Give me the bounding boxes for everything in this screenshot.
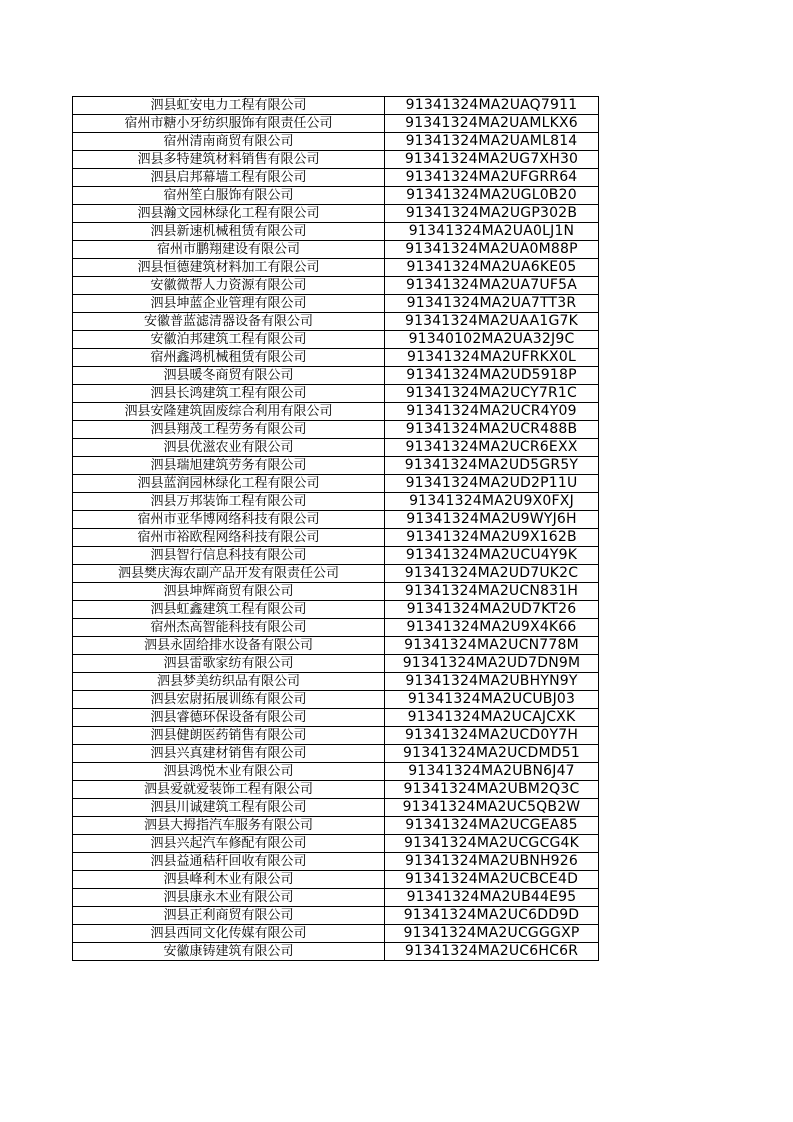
table-row bbox=[73, 529, 599, 547]
company-name-cell: 泗县新速机械租赁有限公司 bbox=[73, 223, 385, 241]
table-row bbox=[73, 637, 599, 655]
company-name-cell: 安徽康铸建筑有限公司 bbox=[73, 943, 385, 961]
table-row bbox=[73, 853, 599, 871]
table-row bbox=[73, 457, 599, 475]
table-row bbox=[73, 691, 599, 709]
table-row bbox=[73, 943, 599, 961]
company-name-cell: 泗县正利商贸有限公司 bbox=[73, 907, 385, 925]
company-name-cell: 宿州市裕欧程网络科技有限公司 bbox=[73, 529, 385, 547]
company-name-cell: 泗县永固给排水设备有限公司 bbox=[73, 637, 385, 655]
credit-code-cell: 91341324MA2UCN831H bbox=[385, 583, 599, 601]
company-name-cell: 安徽泊邦建筑工程有限公司 bbox=[73, 331, 385, 349]
credit-code-cell: 91341324MA2U9X4K66 bbox=[385, 619, 599, 637]
table-row bbox=[73, 871, 599, 889]
credit-code-cell: 91341324MA2UCN778M bbox=[385, 637, 599, 655]
table-row bbox=[73, 475, 599, 493]
credit-code-cell: 91341324MA2UCUBJ03 bbox=[385, 691, 599, 709]
credit-code-cell: 91341324MA2UCR488B bbox=[385, 421, 599, 439]
company-name-cell: 泗县川诚建筑工程有限公司 bbox=[73, 799, 385, 817]
credit-code-cell: 91341324MA2UFGRR64 bbox=[385, 169, 599, 187]
table-row bbox=[73, 547, 599, 565]
credit-code-cell: 91341324MA2UD7DN9M bbox=[385, 655, 599, 673]
table-row bbox=[73, 151, 599, 169]
credit-code-cell: 91341324MA2U9X162B bbox=[385, 529, 599, 547]
company-name-cell: 泗县宏尉拓展训练有限公司 bbox=[73, 691, 385, 709]
company-name-cell: 泗县坤蓝企业管理有限公司 bbox=[73, 295, 385, 313]
table-row bbox=[73, 97, 599, 115]
credit-code-cell: 91340102MA2UA32J9C bbox=[385, 331, 599, 349]
company-name-cell: 宿州鑫鸿机械租赁有限公司 bbox=[73, 349, 385, 367]
credit-code-cell: 91341324MA2UD5GR5Y bbox=[385, 457, 599, 475]
credit-code-cell: 91341324MA2UCAJCXK bbox=[385, 709, 599, 727]
company-name-cell: 泗县兴真建材销售有限公司 bbox=[73, 745, 385, 763]
company-name-cell: 泗县安隆建筑固废综合利用有限公司 bbox=[73, 403, 385, 421]
credit-code-cell: 91341324MA2UB44E95 bbox=[385, 889, 599, 907]
company-name-cell: 泗县长鸿建筑工程有限公司 bbox=[73, 385, 385, 403]
table-row bbox=[73, 205, 599, 223]
company-name-cell: 宿州市亚华博网络科技有限公司 bbox=[73, 511, 385, 529]
credit-code-cell: 91341324MA2UA6KE05 bbox=[385, 259, 599, 277]
table-row bbox=[73, 781, 599, 799]
company-name-cell: 泗县西同文化传媒有限公司 bbox=[73, 925, 385, 943]
company-name-cell: 泗县虹鑫建筑工程有限公司 bbox=[73, 601, 385, 619]
company-name-cell: 宿州杰高智能科技有限公司 bbox=[73, 619, 385, 637]
table-row bbox=[73, 169, 599, 187]
company-name-cell: 泗县鸿悦木业有限公司 bbox=[73, 763, 385, 781]
company-name-cell: 宿州笙白服饰有限公司 bbox=[73, 187, 385, 205]
table-row bbox=[73, 835, 599, 853]
table-row bbox=[73, 745, 599, 763]
company-name-cell: 泗县蓝润园林绿化工程有限公司 bbox=[73, 475, 385, 493]
company-registry-table bbox=[72, 96, 599, 961]
company-name-cell: 泗县翔茂工程劳务有限公司 bbox=[73, 421, 385, 439]
company-name-cell: 泗县暖冬商贸有限公司 bbox=[73, 367, 385, 385]
table-row bbox=[73, 763, 599, 781]
credit-code-cell: 91341324MA2UCD0Y7H bbox=[385, 727, 599, 745]
table-row bbox=[73, 187, 599, 205]
credit-code-cell: 91341324MA2UAQ7911 bbox=[385, 97, 599, 115]
table-row bbox=[73, 223, 599, 241]
credit-code-cell: 91341324MA2U9WYJ6H bbox=[385, 511, 599, 529]
table-row bbox=[73, 493, 599, 511]
table-row bbox=[73, 601, 599, 619]
company-name-cell: 泗县坤辉商贸有限公司 bbox=[73, 583, 385, 601]
table-row bbox=[73, 925, 599, 943]
registry-table-body bbox=[73, 97, 599, 961]
company-name-cell: 泗县瀚文园林绿化工程有限公司 bbox=[73, 205, 385, 223]
credit-code-cell: 91341324MA2UD7UK2C bbox=[385, 565, 599, 583]
table-row bbox=[73, 817, 599, 835]
table-row bbox=[73, 619, 599, 637]
table-row bbox=[73, 673, 599, 691]
credit-code-cell: 91341324MA2UCDMD51 bbox=[385, 745, 599, 763]
credit-code-cell: 91341324MA2UCY7R1C bbox=[385, 385, 599, 403]
table-row bbox=[73, 115, 599, 133]
table-row bbox=[73, 295, 599, 313]
credit-code-cell: 91341324MA2UA7TT3R bbox=[385, 295, 599, 313]
credit-code-cell: 91341324MA2UBM2Q3C bbox=[385, 781, 599, 799]
table-row bbox=[73, 799, 599, 817]
credit-code-cell: 91341324MA2UCBCE4D bbox=[385, 871, 599, 889]
company-name-cell: 宿州市糖小牙纺织服饰有限责任公司 bbox=[73, 115, 385, 133]
company-name-cell: 泗县樊庆海农副产品开发有限责任公司 bbox=[73, 565, 385, 583]
company-name-cell: 泗县梦美纺织品有限公司 bbox=[73, 673, 385, 691]
table-row bbox=[73, 277, 599, 295]
credit-code-cell: 91341324MA2UAMLKX6 bbox=[385, 115, 599, 133]
table-row bbox=[73, 439, 599, 457]
table-row bbox=[73, 259, 599, 277]
table-row bbox=[73, 565, 599, 583]
table-row bbox=[73, 727, 599, 745]
table-row bbox=[73, 511, 599, 529]
credit-code-cell: 91341324MA2U9X0FXJ bbox=[385, 493, 599, 511]
credit-code-cell: 91341324MA2UA7UF5A bbox=[385, 277, 599, 295]
company-name-cell: 安徽普蓝滤清器设备有限公司 bbox=[73, 313, 385, 331]
credit-code-cell: 91341324MA2UGL0B20 bbox=[385, 187, 599, 205]
credit-code-cell: 91341324MA2UG7XH30 bbox=[385, 151, 599, 169]
table-row bbox=[73, 403, 599, 421]
company-name-cell: 泗县康永木业有限公司 bbox=[73, 889, 385, 907]
table-row bbox=[73, 889, 599, 907]
credit-code-cell: 91341324MA2UC6DD9D bbox=[385, 907, 599, 925]
company-name-cell: 泗县益通秸秆回收有限公司 bbox=[73, 853, 385, 871]
company-name-cell: 泗县兴起汽车修配有限公司 bbox=[73, 835, 385, 853]
company-name-cell: 泗县峰利木业有限公司 bbox=[73, 871, 385, 889]
credit-code-cell: 91341324MA2UFRKX0L bbox=[385, 349, 599, 367]
credit-code-cell: 91341324MA2UBHYN9Y bbox=[385, 673, 599, 691]
company-name-cell: 泗县启邦幕墙工程有限公司 bbox=[73, 169, 385, 187]
credit-code-cell: 91341324MA2UA0LJ1N bbox=[385, 223, 599, 241]
company-name-cell: 安徽微帮人力资源有限公司 bbox=[73, 277, 385, 295]
company-name-cell: 泗县万邦装饰工程有限公司 bbox=[73, 493, 385, 511]
credit-code-cell: 91341324MA2UAML814 bbox=[385, 133, 599, 151]
credit-code-cell: 91341324MA2UCGGGXP bbox=[385, 925, 599, 943]
company-name-cell: 泗县优滋农业有限公司 bbox=[73, 439, 385, 457]
credit-code-cell: 91341324MA2UCGEA85 bbox=[385, 817, 599, 835]
table-row bbox=[73, 331, 599, 349]
credit-code-cell: 91341324MA2UA0M88P bbox=[385, 241, 599, 259]
table-row bbox=[73, 421, 599, 439]
company-name-cell: 宿州市鹏翔建设有限公司 bbox=[73, 241, 385, 259]
company-name-cell: 泗县大拇指汽车服务有限公司 bbox=[73, 817, 385, 835]
credit-code-cell: 91341324MA2UCR6EXX bbox=[385, 439, 599, 457]
credit-code-cell: 91341324MA2UBNH926 bbox=[385, 853, 599, 871]
company-name-cell: 泗县睿德环保设备有限公司 bbox=[73, 709, 385, 727]
table-row bbox=[73, 349, 599, 367]
table-row bbox=[73, 241, 599, 259]
company-name-cell: 泗县多特建筑材料销售有限公司 bbox=[73, 151, 385, 169]
company-name-cell: 泗县恒德建筑材料加工有限公司 bbox=[73, 259, 385, 277]
credit-code-cell: 91341324MA2UCR4Y09 bbox=[385, 403, 599, 421]
table-row bbox=[73, 583, 599, 601]
company-name-cell: 泗县爱就爱装饰工程有限公司 bbox=[73, 781, 385, 799]
table-row bbox=[73, 385, 599, 403]
table-row bbox=[73, 655, 599, 673]
company-name-cell: 宿州清南商贸有限公司 bbox=[73, 133, 385, 151]
company-name-cell: 泗县健朗医药销售有限公司 bbox=[73, 727, 385, 745]
credit-code-cell: 91341324MA2UD2P11U bbox=[385, 475, 599, 493]
credit-code-cell: 91341324MA2UCGCG4K bbox=[385, 835, 599, 853]
credit-code-cell: 91341324MA2UC6HC6R bbox=[385, 943, 599, 961]
company-name-cell: 泗县雷歌家纺有限公司 bbox=[73, 655, 385, 673]
company-name-cell: 泗县虹安电力工程有限公司 bbox=[73, 97, 385, 115]
table-row bbox=[73, 133, 599, 151]
credit-code-cell: 91341324MA2UCU4Y9K bbox=[385, 547, 599, 565]
credit-code-cell: 91341324MA2UC5QB2W bbox=[385, 799, 599, 817]
table-row bbox=[73, 907, 599, 925]
credit-code-cell: 91341324MA2UBN6J47 bbox=[385, 763, 599, 781]
table-row bbox=[73, 709, 599, 727]
company-name-cell: 泗县智行信息科技有限公司 bbox=[73, 547, 385, 565]
table-row bbox=[73, 313, 599, 331]
company-name-cell: 泗县瑞旭建筑劳务有限公司 bbox=[73, 457, 385, 475]
credit-code-cell: 91341324MA2UAA1G7K bbox=[385, 313, 599, 331]
credit-code-cell: 91341324MA2UGP302B bbox=[385, 205, 599, 223]
credit-code-cell: 91341324MA2UD7KT26 bbox=[385, 601, 599, 619]
table-row bbox=[73, 367, 599, 385]
credit-code-cell: 91341324MA2UD5918P bbox=[385, 367, 599, 385]
